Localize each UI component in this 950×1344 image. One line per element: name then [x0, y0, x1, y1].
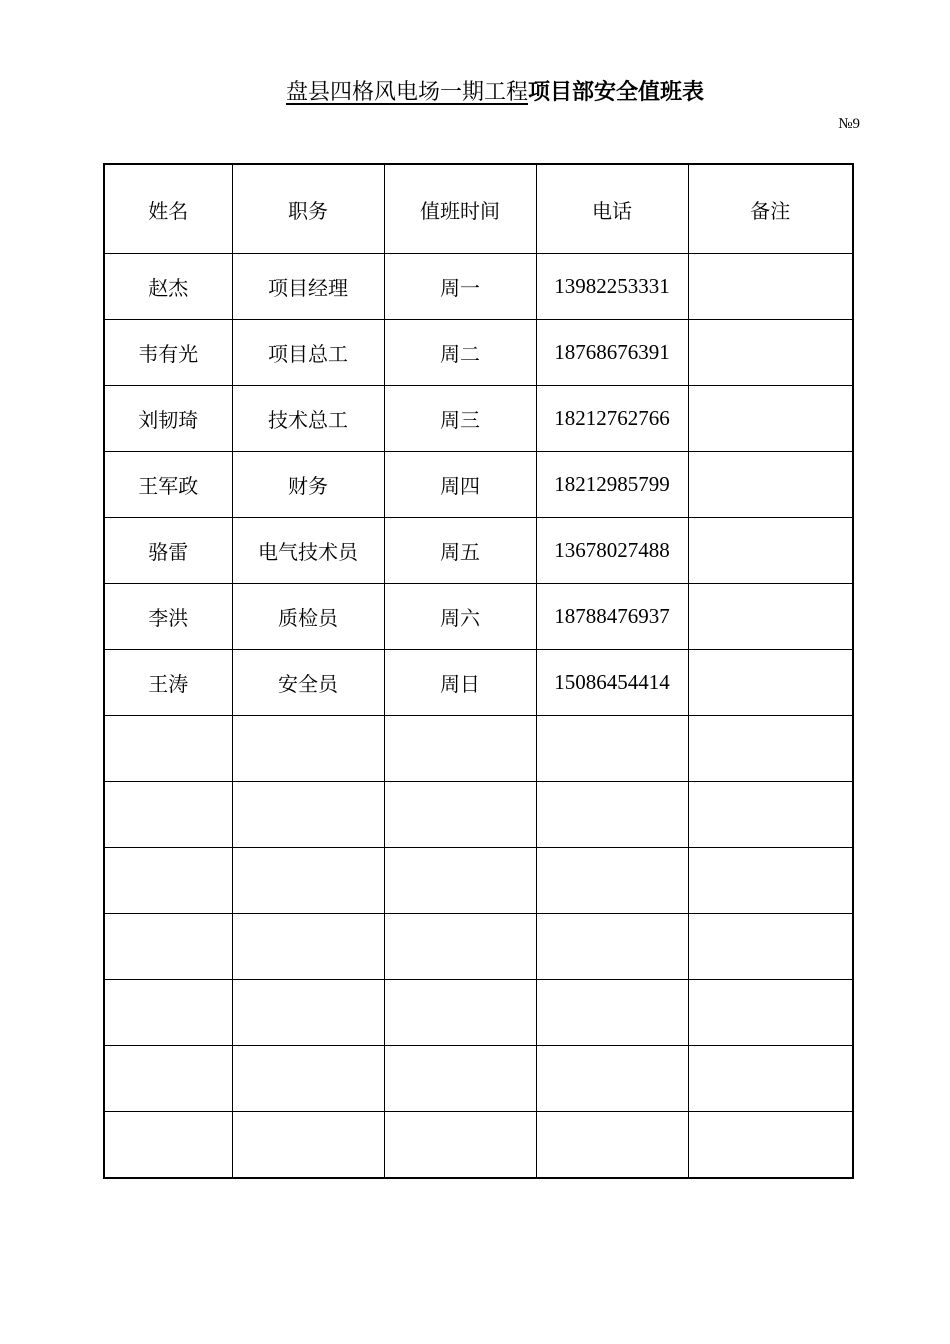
cell-phone: 15086454414 — [536, 650, 688, 716]
table-row — [104, 980, 853, 1046]
cell-name — [104, 1046, 232, 1112]
cell-name: 王军政 — [104, 452, 232, 518]
cell-position — [232, 782, 384, 848]
cell-position — [232, 848, 384, 914]
header-name: 姓名 — [104, 164, 232, 254]
cell-duty-time: 周五 — [384, 518, 536, 584]
cell-remarks — [688, 914, 853, 980]
cell-duty-time — [384, 914, 536, 980]
header-phone: 电话 — [536, 164, 688, 254]
cell-remarks — [688, 782, 853, 848]
duty-table — [103, 163, 854, 1179]
cell-position — [232, 980, 384, 1046]
cell-duty-time: 周三 — [384, 386, 536, 452]
cell-remarks — [688, 980, 853, 1046]
cell-name — [104, 980, 232, 1046]
cell-remarks — [688, 320, 853, 386]
cell-duty-time — [384, 980, 536, 1046]
header-remarks: 备注 — [688, 164, 853, 254]
cell-phone: 13678027488 — [536, 518, 688, 584]
cell-remarks — [688, 584, 853, 650]
cell-name — [104, 1112, 232, 1179]
cell-remarks — [688, 386, 853, 452]
table-row — [104, 584, 853, 650]
table-row — [104, 452, 853, 518]
cell-remarks — [688, 254, 853, 320]
cell-phone — [536, 716, 688, 782]
cell-position: 质检员 — [232, 584, 384, 650]
table-row — [104, 716, 853, 782]
cell-duty-time: 周二 — [384, 320, 536, 386]
table-row — [104, 650, 853, 716]
table-row — [104, 1112, 853, 1179]
table-row — [104, 386, 853, 452]
cell-remarks — [688, 650, 853, 716]
cell-name — [104, 782, 232, 848]
cell-position: 技术总工 — [232, 386, 384, 452]
page-title — [0, 76, 950, 110]
cell-remarks — [688, 716, 853, 782]
cell-phone — [536, 914, 688, 980]
cell-name — [104, 914, 232, 980]
cell-remarks — [688, 1112, 853, 1179]
cell-phone: 18788476937 — [536, 584, 688, 650]
cell-phone — [536, 848, 688, 914]
cell-duty-time — [384, 782, 536, 848]
cell-position: 项目总工 — [232, 320, 384, 386]
form-number: №9 — [838, 116, 860, 132]
table-row — [104, 254, 853, 320]
cell-position: 财务 — [232, 452, 384, 518]
table-header-row — [104, 164, 853, 254]
cell-remarks — [688, 518, 853, 584]
header-position: 职务 — [232, 164, 384, 254]
cell-name: 刘韧琦 — [104, 386, 232, 452]
cell-name — [104, 716, 232, 782]
cell-position — [232, 1046, 384, 1112]
cell-position: 电气技术员 — [232, 518, 384, 584]
cell-remarks — [688, 1046, 853, 1112]
cell-duty-time: 周四 — [384, 452, 536, 518]
cell-name: 赵杰 — [104, 254, 232, 320]
cell-duty-time — [384, 1112, 536, 1179]
cell-position: 安全员 — [232, 650, 384, 716]
table-row — [104, 1046, 853, 1112]
cell-position — [232, 914, 384, 980]
cell-position — [232, 716, 384, 782]
cell-duty-time: 周日 — [384, 650, 536, 716]
cell-phone — [536, 980, 688, 1046]
cell-name: 骆雷 — [104, 518, 232, 584]
table-row — [104, 848, 853, 914]
cell-name: 王涛 — [104, 650, 232, 716]
cell-remarks — [688, 848, 853, 914]
cell-duty-time: 周一 — [384, 254, 536, 320]
cell-phone — [536, 1112, 688, 1179]
cell-phone: 18212985799 — [536, 452, 688, 518]
cell-position: 项目经理 — [232, 254, 384, 320]
table-row — [104, 320, 853, 386]
cell-duty-time — [384, 716, 536, 782]
table-row — [104, 782, 853, 848]
cell-name: 韦有光 — [104, 320, 232, 386]
cell-duty-time: 周六 — [384, 584, 536, 650]
cell-position — [232, 1112, 384, 1179]
cell-phone — [536, 782, 688, 848]
cell-duty-time — [384, 848, 536, 914]
header-duty-time: 值班时间 — [384, 164, 536, 254]
cell-phone: 18768676391 — [536, 320, 688, 386]
cell-remarks — [688, 452, 853, 518]
table-body — [104, 254, 853, 1179]
table-row — [104, 518, 853, 584]
cell-name: 李洪 — [104, 584, 232, 650]
project-name: 盘县四格风电场一期工程 — [285, 80, 528, 105]
table-row — [104, 914, 853, 980]
cell-name — [104, 848, 232, 914]
cell-phone: 13982253331 — [536, 254, 688, 320]
document-title: 项目部安全值班表 — [528, 80, 705, 105]
cell-duty-time — [384, 1046, 536, 1112]
cell-phone: 18212762766 — [536, 386, 688, 452]
cell-phone — [536, 1046, 688, 1112]
